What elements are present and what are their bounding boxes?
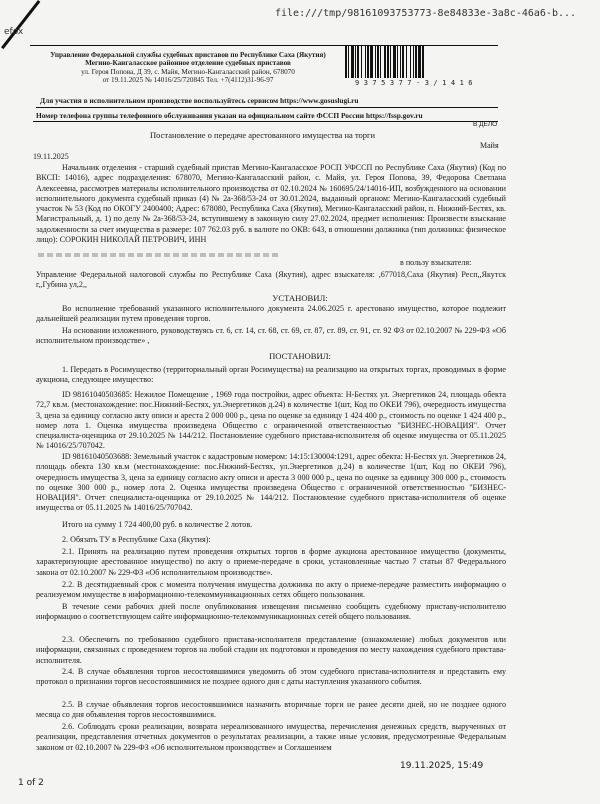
page-url: file:///tmp/98161093753773-8e84833e-3a8c-46a6-b... (275, 8, 577, 19)
org-name: Управление Федеральной службы судебных приставов по Республике Саха (Якутия) (50, 51, 326, 59)
in-favor-label: в пользу взыскателя: (400, 258, 472, 267)
item-2-3: 2.3. Обеспечить по требованию судебного пристава-исполнителя представление (ознакомление) любых документов или информации, связанных с проведением торгов на любой стадии их подготовки и проведения по месту нахождения судебного пристава-исполнителя. (36, 635, 506, 665)
item-2-4: 2.4. В случае объявления торгов несостоявшимися уведомить об этом судебного пристава-исполнителя и представить ему протокол о признании торгов несостоявшимися не позднее одного дня с даты наступления указанного события. (36, 667, 506, 687)
document-title: Постановление о передаче арестованного имущества на торги (150, 130, 376, 140)
item-2-6: 2.6. Соблюдать сроки реализации, возврата нереализованного имущества, перечисления денежных средств, вырученных от реализации, представления отчетных документов о результатах реализации, а также иные условия, предусмотренные Федеральным законом от 02.10.2007 № 229-ФЗ «Об исполнительном производстве» и Соглашением (36, 722, 506, 752)
established-heading: УСТАНОВИЛ: (272, 293, 328, 303)
document-reference: от 19.11.2025 № 14016/25/720845 Тел. +7(4112)31-96-97 (102, 75, 274, 84)
phone-note: Номер телефона группы телефонного обслуживания указан на официальном сайте ФССП России https://fssp.gov.ru (36, 111, 423, 120)
intro-paragraph: Начальник отделения - старший судебный пристав Мегино-Кангаласское РОСП УФССП по Республике Саха (Якутия) (Код по ВКСП: 14016), адрес подразделения: 678070, Мегино-Кангаласский район, с. Майя, ул. Героя Попова, 39, Федорова Светлана Алексеевна, рассмотрев материалы исполнительного производства от 02.10.2024 № 160695/24/14016-ИП, возбужденного на основании исполнительного документа судебный приказ (4) № 2а-368/53-24 от 30.01.2024, выданный органом: Мегино-Кангаласский судебный участок № 53 (Код по ОКОГУ 2400400; Адрес: 678080, Республика Саха (Якутия), Мегино-Кангаласский район, п. Нижний-Бестях, кв. Магистральный, д. 1) по делу № 2а-368/53-24, вступившему в законную силу 27.02.2024, предмет исполнения: Произвести взыскание задолженности за счет имущества в размере: 107 762.03 руб. в валюте по ОКВ: 643, в отношении должника (тип должника: физическое лицо): СОРОКИН НИКОЛАЙ ПЕТРОВИЧ, ИНН (36, 163, 506, 245)
page-indicator: 1 of 2 (18, 778, 44, 788)
header-rule-bottom (33, 121, 498, 122)
print-timestamp: 19.11.2025, 15:49 (400, 761, 484, 771)
document-place: Майя (480, 141, 499, 150)
item-2-2: 2.2. В десятидневный срок с момента получения имущества должника по акту о приеме-передаче разместить информацию о реализуемом имуществе в информационно-телекоммуникационных сетях общего пользования. (36, 580, 506, 600)
scan-mark (1, 0, 40, 49)
item-2: 2. Обязать ТУ в Республике Саха (Якутия): (62, 535, 211, 544)
department-name: Мегино-Кангаласское районное отделение судебных приставов (85, 59, 291, 68)
department-address: ул. Героя Попова, Д 39, с. Майя, Мегино-Кангаласский район, 678070 (81, 67, 295, 76)
gosuslugi-note: Для участия в исполнительном производстве воспользуйтесь сервисом https://www.gosuslugi.ru (40, 96, 359, 105)
barcode-number: 9375377·3/1416 (355, 79, 478, 87)
document-date: 19.11.2025 (33, 152, 69, 161)
barcode (345, 45, 495, 78)
established-paragraph: Во исполнение требований указанного исполнительного документа 24.06.2025 г. арестовано имущество, которое подлежит дальнейшей реализации путем проведения торгов. (36, 304, 506, 324)
barcode-bar (424, 45, 425, 78)
item-1: 1. Передать в Росимущество (территориальный орган Росимущества) на реализацию на открытых торгах, проводимых в форме аукциона, следующее имущество: (36, 365, 506, 385)
v-delo-mark: В ДЕЛО (473, 121, 498, 128)
item-2-2-notice: В течение семи рабочих дней после опубликования извещения письменно сообщить судебному приставу-исполнителю информацию о соответствующем сайте информационно-телекоммуникационных сетей общего пользования. (36, 602, 506, 622)
header-organization (38, 51, 338, 84)
claimant-paragraph: Управление Федеральной налоговой службы по Республике Саха (Якутия), адрес взыскателя: ,677018,Саха (Якутия) Респ,,Якутск г,,Губина ул,2,, (36, 270, 506, 290)
total-sum: Итого на сумму 1 724 400,00 руб. в количестве 2 лотов. (62, 520, 253, 529)
header-rule-mid (36, 107, 498, 108)
basis-paragraph: На основании изложенного, руководствуясь ст. 6, ст. 14, ст. 68, ст. 69, ст. 87, ст. 89, ст. 91, ст. 92 ФЗ от 02.10.2007 № 229-ФЗ «Об исполнительном производстве» , (36, 326, 506, 346)
browser-tab-fragment: efox (4, 27, 24, 37)
property-lot-1: ID 98161040503685: Нежилое Помещение , 1969 года постройки, адрес объекта: Н-Бестях ул. Энергетиков 24, площадь обекта 72,7 кв.м. (местонахождение: пос.Нижний-Бестях, ул.Энергетиков д.24) в количестве 1(шт, Код по ОКЕИ 796), очередность имущества 3, цена за единицу согласно акту описи и ареста 2 000 000 р., цена по оценке за единицу 1 424 400 р., стоимость по оценке 1 424 400 р., номер лота 1. Оценка имущества произведена Общество с ограниченной ответственностью "БИЗНЕС-НОВАЦИЯ". Отчет специалиста-оценщика от 29.10.2025 № 144/212. Постановление судебного пристава-исполнителя об оценке имущества от 05.11.2025 № 14016/25/707042. (36, 390, 506, 451)
resolved-heading: ПОСТАНОВИЛ: (269, 351, 331, 361)
property-lot-2: ID 98161040503688: Земельный участок с кадастровым номером: 14:15:130004:1291, адрес обекта: Н-Бестях ул. Энергетиков 24, площадь обекта 130 кв.м (местонахождение: пос.Нижний-Бестях, ул.Энергетиков д.24) в количестве 1(шт, Код по ОКЕИ 796), очередность имущества 3, цена за единицу согласно акту описи и ареста 3 000 000 р., цена по оценке за единицу 300 000 р., стоимость по оценке 300 000 р., номер лота 2. Оценка имущества произведена Общество с ограниченной ответственностью "БИЗНЕС-НОВАЦИЯ". Отчет специалиста-оценщика от 29.10.2025 № 144/212. Постановление судебного пристава-исполнителя об оценке имущества от 05.11.2025 № 14016/25/707042. (36, 452, 506, 513)
item-2-1: 2.1. Принять на реализацию путем проведения открытых торгов в форме аукциона арестованное имущество (документы, характеризующие арестованное имущество) по акту о приеме-передаче в сроки, установленные частью 7 статьи 87 Федерального закона от 02.10.2007 № 229-ФЗ «Об исполнительном производстве». (36, 547, 506, 577)
item-2-5: 2.5. В случае объявления торгов несостоявшимися назначить вторичные торги не ранее десяти дней, но не позднее одного месяца со дня объявления торгов несостоявшимися. (36, 700, 506, 720)
redacted-line (38, 253, 278, 257)
